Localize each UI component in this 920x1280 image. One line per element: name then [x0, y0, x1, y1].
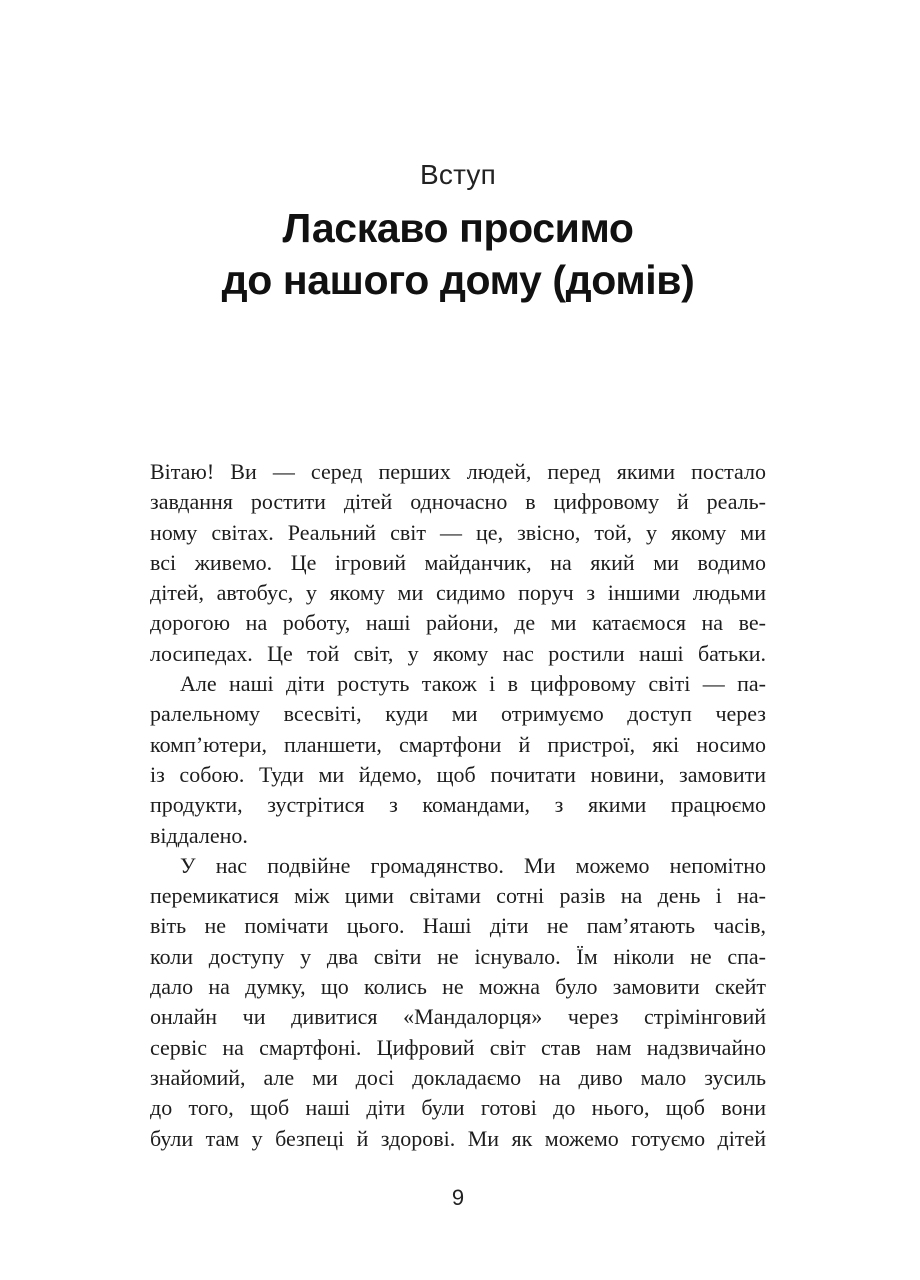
text-line: У нас подвійне громадянство. Ми можемо непомітно — [180, 852, 766, 878]
chapter-title — [150, 202, 766, 306]
text-line: перемикатися між цими світами сотні разів на день і на- — [150, 883, 766, 909]
text-line: лосипедах. Це той світ, у якому нас ростили наші батьки. — [150, 640, 766, 666]
text-line: віддалено. — [150, 822, 248, 848]
paragraph — [150, 851, 766, 1154]
text-line: Але наші діти ростуть також і в цифровому світі — па- — [180, 671, 766, 697]
text-line: були там у безпеці й здорові. Ми як можемо готуємо дітей — [150, 1125, 766, 1151]
chapter-title-line: до нашого дому (домів) — [221, 257, 695, 303]
text-line: до того, щоб наші діти були готові до нього, щоб вони — [150, 1095, 766, 1121]
body-text — [150, 457, 766, 1154]
chapter-title-line: Ласкаво просимо — [282, 205, 634, 251]
text-line: віть не помічати цього. Наші діти не пам’ятають часів, — [150, 913, 766, 939]
text-line: дорогою на роботу, наші райони, де ми катаємося на ве- — [150, 610, 766, 636]
text-line: продукти, зустрітися з командами, з якими працюємо — [150, 792, 766, 818]
text-line: комп’ютери, планшети, смартфони й пристрої, які носимо — [150, 731, 766, 757]
page-number: 9 — [451, 1185, 465, 1210]
text-line: всі живемо. Це ігровий майданчик, на який ми водимо — [150, 549, 766, 575]
text-line: знайомий, але ми досі докладаємо на диво мало зусиль — [150, 1064, 766, 1090]
text-line: онлайн чи дивитися «Мандалорця» через стрімінговий — [150, 1004, 766, 1030]
chapter-label: Вступ — [420, 159, 496, 190]
text-line: коли доступу у два світи не існувало. Їм ніколи не спа- — [150, 943, 766, 969]
text-line: ному світах. Реальний світ — це, звісно, той, у якому ми — [150, 519, 766, 545]
text-line: дало на думку, що колись не можна було замовити скейт — [150, 974, 766, 1000]
text-line: із собою. Туди ми йдемо, щоб почитати новини, замовити — [150, 761, 766, 787]
paragraph — [150, 457, 766, 669]
paragraph — [150, 669, 766, 851]
text-line: сервіс на смартфоні. Цифровий світ став нам надзвичайно — [150, 1034, 766, 1060]
text-line: завдання ростити дітей одночасно в цифровому й реаль- — [150, 489, 766, 515]
text-line: Вітаю! Ви — серед перших людей, перед якими постало — [150, 459, 766, 484]
text-line: дітей, автобус, у якому ми сидимо поруч з іншими людьми — [150, 580, 766, 606]
text-line: ралельному всесвіті, куди ми отримуємо доступ через — [150, 701, 766, 727]
